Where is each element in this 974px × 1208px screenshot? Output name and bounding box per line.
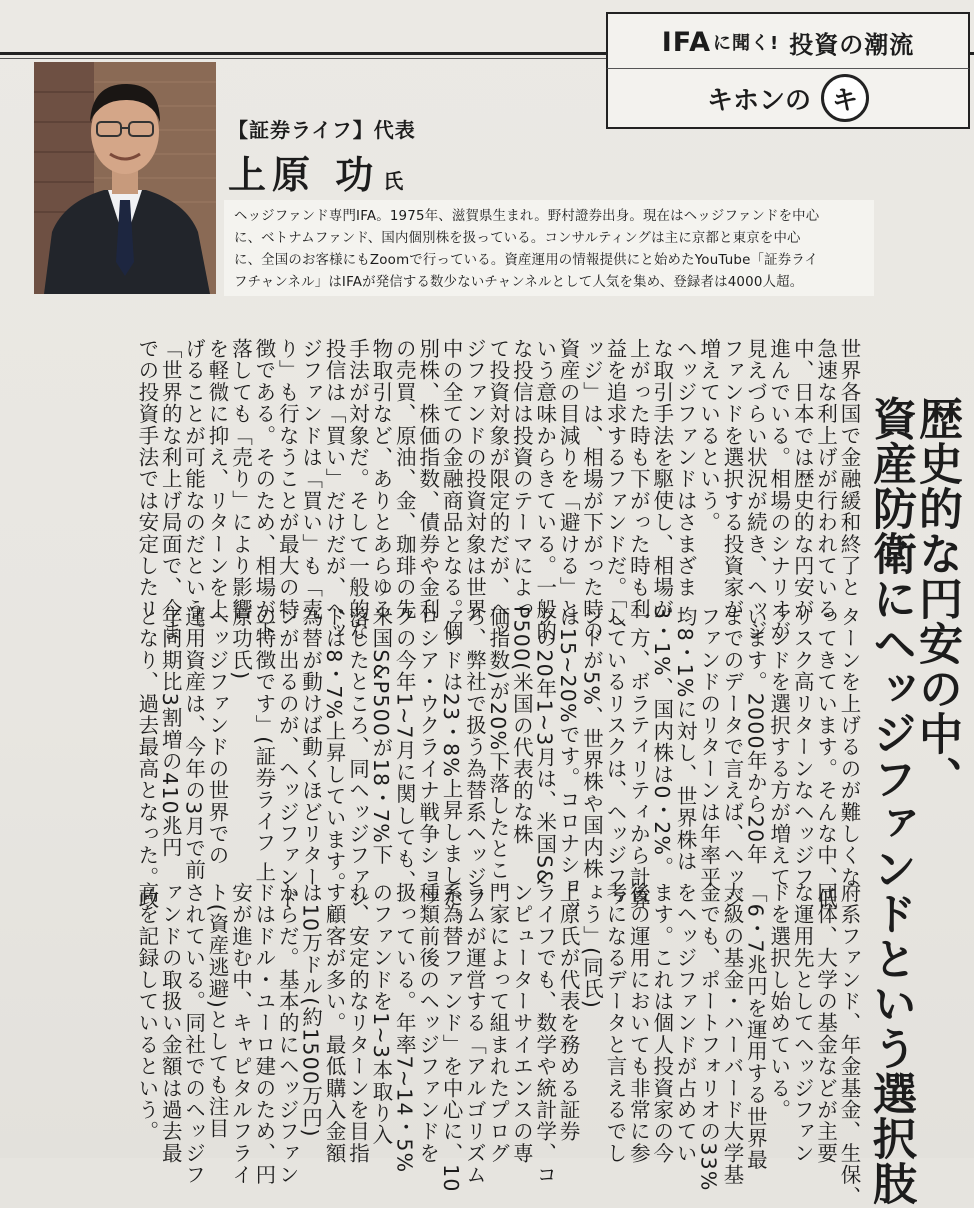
article-tier-3 xyxy=(130,882,861,1208)
bio-line: フチャンネル」はIFAが発信する数少ないチャンネルとして人気を集め、登録者は4000人超。 xyxy=(234,275,804,290)
article-line: 運用資産は、今年の3月で前 xyxy=(181,606,206,881)
article-line: 徴である。そのため、相場が下 xyxy=(251,338,276,642)
headline-line-2: 資産防衛にヘッジファンドという選択肢 xyxy=(865,396,916,1206)
article-line: 原功氏) xyxy=(228,606,253,681)
top-rule-thin xyxy=(0,58,610,59)
article-line: ます。これは個人投資家の今 xyxy=(649,882,674,1165)
article-line: P500(米国の代表的な株 xyxy=(509,606,534,846)
article-line: 益を追求するファンドだ。「ヘ xyxy=(602,338,627,632)
article-line: 門家によって組まれたプログ xyxy=(485,882,510,1165)
article-line: 3・1%、国内株は0・2%。 xyxy=(649,606,674,878)
article-line: 物取引など、ありとあらゆる xyxy=(368,338,393,621)
series-title: 投資の潮流 xyxy=(789,30,915,59)
article-line: 後の運用においても非常に参 xyxy=(626,882,651,1165)
article-line: ドは8・7%上昇しています。 xyxy=(322,606,347,894)
article-line: クの20年1~3月は、米国S& xyxy=(532,606,557,887)
article-line: ンピューターサイエンスの専 xyxy=(509,882,534,1165)
article-line: 扱っている。年率7~14・5% xyxy=(392,882,417,1174)
article-tier-2 xyxy=(130,606,861,930)
article-line: しているリスクは、ヘッジファ xyxy=(602,606,627,910)
series-header xyxy=(600,8,974,128)
series-title-box xyxy=(606,12,970,70)
article-line: されている。同社でのヘッジフ xyxy=(181,882,206,1186)
article-line: ドを選択し始めている。 xyxy=(766,882,791,1121)
bio-text xyxy=(234,206,864,294)
article-line: の売買、原油、金、珈琲の先 xyxy=(392,338,417,621)
article-line: は15~20%です。コロナショッ xyxy=(556,606,581,920)
article-line: ロシア・ウクライナ戦争ショッ xyxy=(415,606,440,910)
article-line: までのデータで言えば、ヘッジ xyxy=(719,606,744,910)
article-line: 均8・1%に対し、世界株は xyxy=(673,606,698,873)
article-line: 府系ファンド、年金基金、生保、 xyxy=(837,882,861,1208)
article-line: 考になるデータと言えるでし xyxy=(602,882,627,1165)
article-line: ょう」(同氏) xyxy=(579,882,604,1009)
headline-line-1: 歴史的な円安の中、 xyxy=(911,396,962,801)
article-line: 投信は「買い」だけだが、ヘッ xyxy=(322,338,347,642)
article-line: 「6・7兆円を運用する世界最 xyxy=(743,882,768,1171)
article-line: 見えづらい状況が続き、ヘッジ xyxy=(743,338,768,642)
article-line: り」も行なうことが最大の特 xyxy=(275,338,300,621)
article-line: をヘッジファンドが占めてい xyxy=(673,882,698,1165)
article-line: のファンドを1~3本取り入 xyxy=(368,882,393,1146)
article-line: ト(資産逃避)としても注目 xyxy=(205,882,230,1140)
article-line: ッジ」は、相場が下がった時の xyxy=(579,338,604,642)
portrait-photo xyxy=(34,62,216,294)
article-line: の特徴です」(証券ライフ 上 xyxy=(251,606,276,884)
article-line: 資産の目減りを「避ける」と xyxy=(556,338,581,621)
article-line: ヘッジファンドはさまざま xyxy=(673,338,698,599)
article-line: 落しても「売り」により影響 xyxy=(228,338,253,621)
person-name: 上原 功 xyxy=(228,153,380,197)
article-line: ラムが運営する「アルゴリズム xyxy=(462,882,487,1186)
article-line: 大級の基金・ハーバード大学基 xyxy=(719,882,744,1186)
article-line: ァンドを選択する方が増えて xyxy=(766,606,791,889)
article-line: 種類前後のヘッジファンドを xyxy=(415,882,440,1165)
portrait-illustration xyxy=(34,62,216,294)
bio-line: に、全国のお客様にもZoomで行っている。資産運用の情報提供にと始めたYouTube「証券ライ xyxy=(234,253,819,268)
article-line: れ、安定的なリターンを目指 xyxy=(345,882,370,1165)
corner-label: キホンの xyxy=(706,85,811,116)
article-line: 系為替ファンド」を中心に、10 xyxy=(439,882,464,1193)
article-line: 世界各国で金融緩和終了と xyxy=(837,338,861,599)
article-line: 「世界的な利上げ局面で、今ま xyxy=(158,338,183,642)
article-line: リスク高リターンなヘッジフ xyxy=(790,606,815,889)
series-kiku: に聞く! xyxy=(713,33,780,54)
article-line: 安が進む中、キャピタルフライ xyxy=(228,882,253,1186)
article-line: げることが可能なのだという。 xyxy=(181,338,206,642)
article-line: 急速な利上げが行われている xyxy=(813,338,838,621)
article-line: います。2000年から20年 xyxy=(743,606,768,866)
article-line: での投資手法では安定したリ xyxy=(134,338,159,621)
article-line: 高を記録しているという。 xyxy=(134,882,159,1143)
article-line: 増えているという。 xyxy=(696,338,721,534)
article-line: 上原氏が代表を務める証券 xyxy=(556,882,581,1143)
bio-line: ヘッジファンド専門IFA。1975年、滋賀県生まれ。野村證券出身。現在はヘッジファンドを中心 xyxy=(234,209,820,224)
article-line: て投資対象が限定的だが、ヘッ xyxy=(485,338,510,642)
article-line: は10万ドル(約1500万円) xyxy=(298,882,323,1138)
article-line: を軽微に抑え、リターンを上 xyxy=(205,338,230,621)
article-line: な投信は投資のテーマによっ xyxy=(509,338,534,621)
article-line: 中、日本では歴史的な円安が xyxy=(790,338,815,621)
article-line: となり、過去最高となった。政 xyxy=(134,606,159,910)
article-line: 米国S&P500が18・7%下 xyxy=(368,606,393,866)
affiliation: 【証券ライフ】代表 xyxy=(228,118,416,142)
article-line: 手法が対象だ。そして一般的な xyxy=(345,338,370,642)
honorific: 氏 xyxy=(383,169,404,193)
article-line: ジファンドは「買い」も「売 xyxy=(298,338,323,621)
article-line: ファンドのリターンは年率平 xyxy=(696,606,721,889)
article-line: ジファンドの投資対象は世界 xyxy=(462,338,487,621)
article-line: 為替が動けば動くほどリター xyxy=(298,606,323,889)
article-line: 団体、大学の基金などが主要 xyxy=(813,882,838,1165)
article-line: ってきています。そんな中、低 xyxy=(813,606,838,910)
article-line: ァンドの取扱い金額は過去最 xyxy=(158,882,183,1165)
series-ifa: IFA xyxy=(661,26,712,58)
article-line: ライフでも、数学や統計学、コ xyxy=(532,882,557,1186)
article-line: ヘッジファンドの世界での xyxy=(205,606,230,867)
article-line: 金でも、ポートフォリオの33% xyxy=(696,882,721,1192)
corner-label-box xyxy=(606,68,970,129)
article-line: ァンドは23・8%上昇しました。 xyxy=(439,606,464,930)
article-line: ターンを上げるのが難しくな xyxy=(837,606,861,889)
article-line: 中の全ての金融商品となる。個 xyxy=(439,338,464,642)
article-line: す顧客が多い。最低購入金額 xyxy=(322,882,347,1165)
person-name-line xyxy=(228,144,403,199)
article-line: ンドが5%、世界株や国内株 xyxy=(579,606,604,880)
article-line: ファンドを選択する投資家が xyxy=(719,338,744,621)
article-line: からだ。基本的にヘッジファン xyxy=(275,882,300,1186)
article-line: な取引手法を駆使し、相場が xyxy=(649,338,674,621)
article-line: いう意味からきている。一般的 xyxy=(532,338,557,642)
article-line: 年同期比3割増の410兆円 xyxy=(158,606,183,859)
article-line: 落したところ、同ヘッジファン xyxy=(345,606,370,910)
article-line: クの今年1~7月に関しても、 xyxy=(392,606,417,892)
article-line: ドはドル・ユーロ建のため、円 xyxy=(251,882,276,1186)
article-line: 別株、株価指数、債券や金利 xyxy=(415,338,440,621)
article-line: な運用先としてヘッジファン xyxy=(790,882,815,1165)
article-line: ンが出るのが、ヘッジファンド xyxy=(275,606,300,910)
article-line: 進んでいる。相場のシナリオが xyxy=(766,338,791,642)
article-line: 上がった時も下がった時も利 xyxy=(626,338,651,621)
article-line: ろ、弊社で扱う為替系ヘッジフ xyxy=(462,606,487,910)
article-line: 価指数)が20%下落したとこ xyxy=(485,606,510,882)
article-line: 一方、ボラティリティから計算 xyxy=(626,606,651,910)
bio-line: に、ベトナムファンド、国内個別株を扱っている。コンサルティングは主に京都と東京を中心 xyxy=(234,231,801,246)
corner-mark: キ xyxy=(821,74,869,122)
